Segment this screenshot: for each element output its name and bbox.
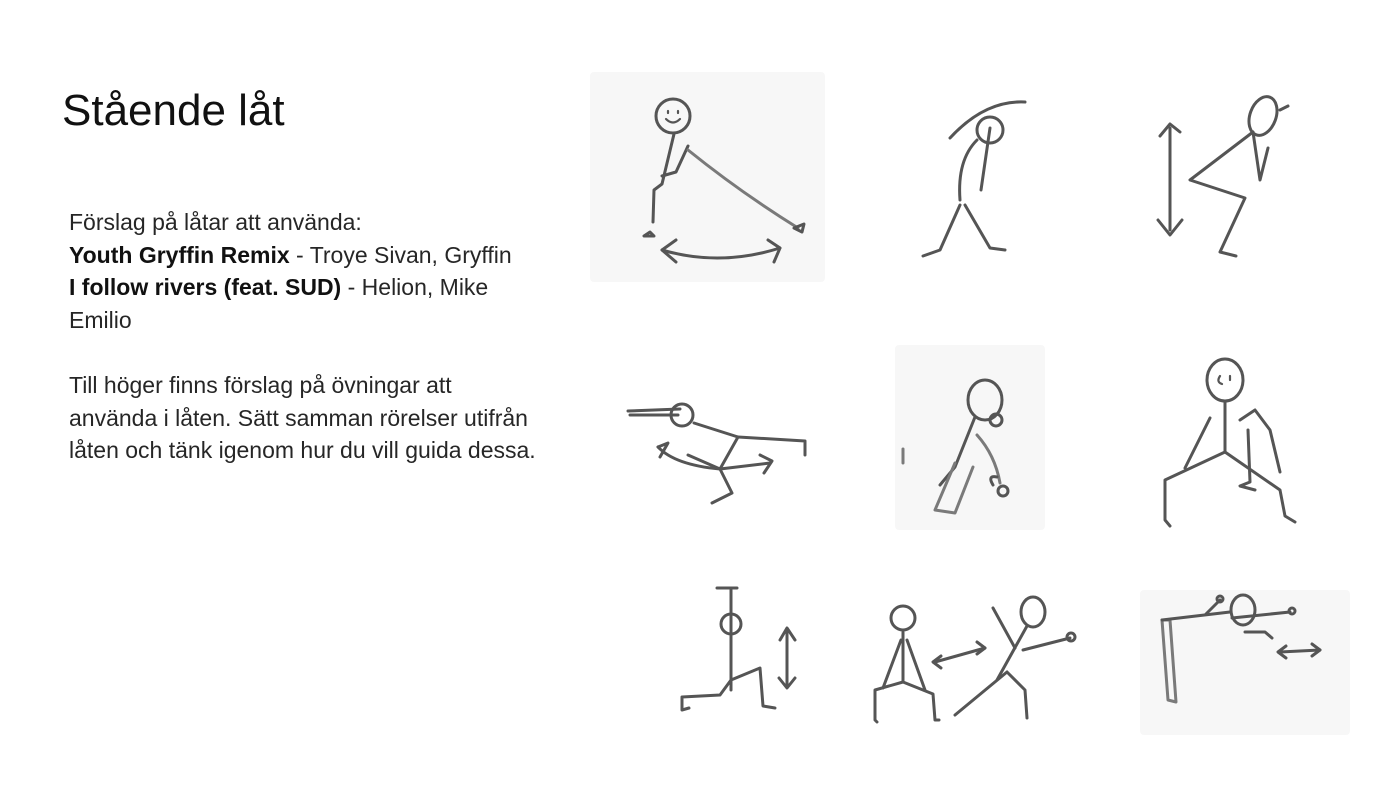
song-separator: - bbox=[341, 274, 362, 300]
stick-figure-wide-squat-icon bbox=[1140, 340, 1320, 540]
song-artists: Troye Sivan, Gryffin bbox=[309, 241, 512, 268]
stick-figure-lunge-twist-icon bbox=[620, 385, 820, 515]
song-title: Youth Gryffin Remix bbox=[69, 241, 290, 268]
stick-figure-side-bend-icon bbox=[895, 80, 1065, 270]
stick-figure-side-lunge-stretch-icon bbox=[590, 72, 825, 282]
song-artists: Helion, Mike Emilio bbox=[69, 274, 489, 333]
instructions-text: Till höger finns förslag på övningar att använda i låten. Sätt samman rörelser utifrån låten och tänk igenom hur du vill guida dessa. bbox=[69, 372, 536, 463]
stick-figure-crouch-icon bbox=[895, 345, 1045, 530]
slide-title: Stående låt bbox=[62, 86, 285, 135]
spacer bbox=[69, 336, 539, 369]
song-item bbox=[69, 271, 539, 336]
stick-figure-squat-icon bbox=[1140, 80, 1300, 270]
song-title: I follow rivers (feat. SUD) bbox=[69, 274, 342, 300]
slide-body bbox=[69, 206, 539, 467]
stick-figure-forward-bend-icon bbox=[1140, 590, 1350, 735]
songs-intro: Förslag på låtar att använda: bbox=[69, 209, 362, 235]
song-separator: - bbox=[289, 241, 310, 268]
stick-figure-split-lunge-icon bbox=[665, 580, 815, 720]
song-item bbox=[69, 239, 539, 272]
stick-figure-partner-exercise-icon bbox=[865, 590, 1085, 730]
